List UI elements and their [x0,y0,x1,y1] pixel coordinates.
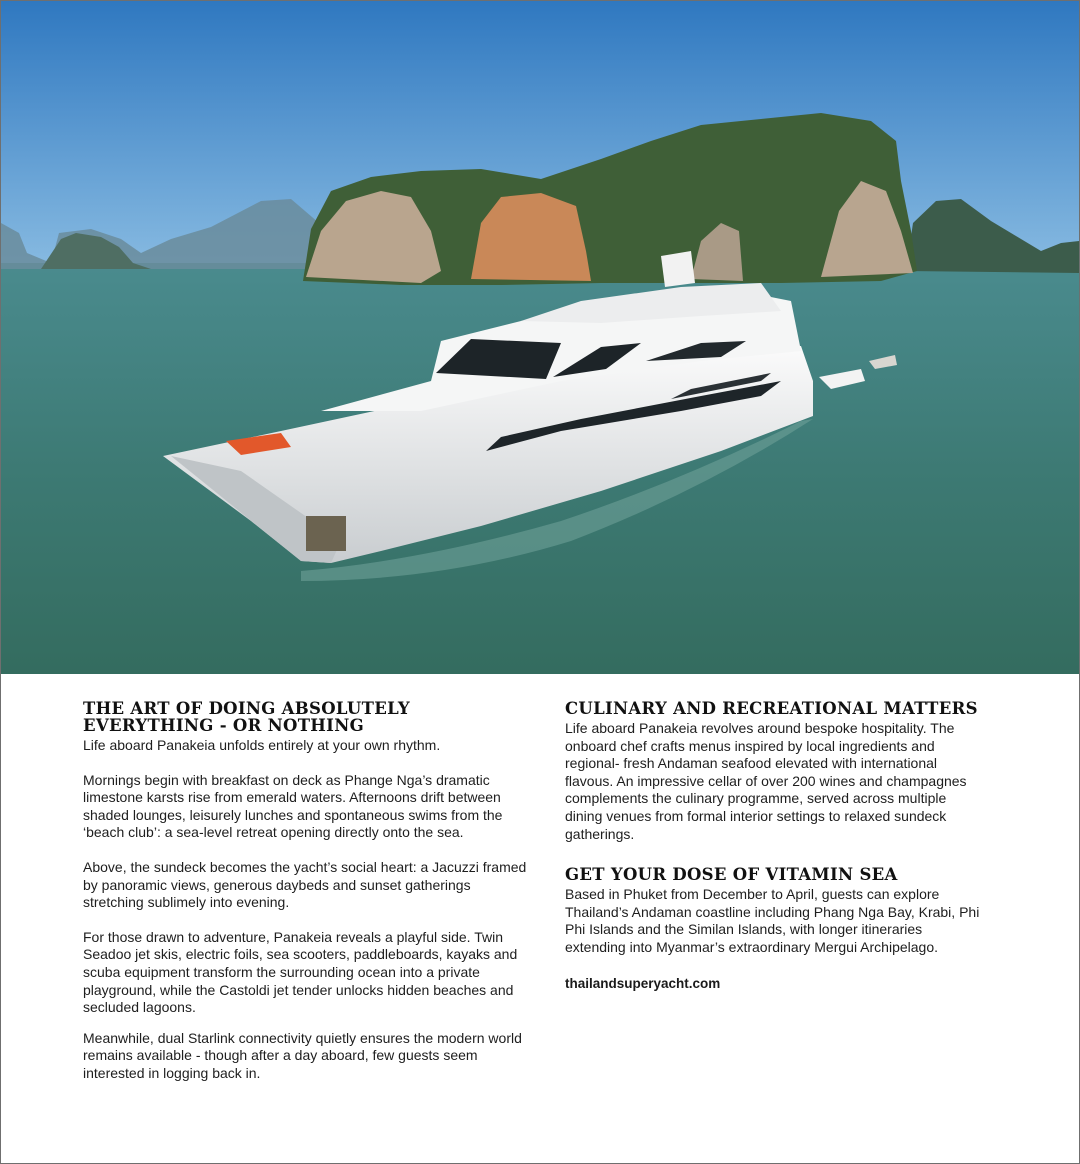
heading-art-of-doing: THE ART OF DOING ABSOLUTELY EVERYTHING - OR NOTHING [83,699,410,735]
paragraph: Life aboard Panakeia unfolds entirely at your own rhythm. [83,737,441,753]
paragraph: Meanwhile, dual Starlink connectivity quietly ensures the modern world remains available - though after a day aboard, few guests seem interested in logging back in. [83,1029,522,1081]
left-column [83,700,533,1083]
website-link[interactable]: thailandsuperyacht.com [565,975,721,991]
paragraph: Above, the sundeck becomes the yacht’s social heart: a Jacuzzi framed by panoramic views, generous daybeds and sunset gatherings stretching sublimely into evening. [83,858,527,911]
yacht-illustration [1,1,1079,674]
heading-culinary: CULINARY AND RECREATIONAL MATTERS [565,699,978,718]
paragraph: Life aboard Panakeia revolves around bespoke hospitality. The onboard chef crafts menus inspired by local ingredients and regional- fresh Andaman seafood elevated with international flavous. An impressive cellar of over 200 wines and champagnes complements the culinary programme, served across multiple dining venues from formal interior settings to relaxed sundeck gatherings. [565,720,967,842]
right-column [565,700,980,992]
hero-photo-yacht-panakeia [1,1,1079,674]
paragraph: Based in Phuket from December to April, guests can explore Thailand’s Andaman coastline including Phang Nga Bay, Krabi, Phi Phi Islands and the Similan Islands, with longer itineraries extending into Myanmar’s extraordinary Mergui Archipelago. [565,886,980,955]
paragraph: Mornings begin with breakfast on deck as Phange Nga’s dramatic limestone karsts rise from emerald waters. Afternoons drift between shaded lounges, leisurely lunches and spontaneous swims from the ‘beach club’: a sea-level retreat opening directly onto the sea. [83,771,503,841]
heading-vitamin-sea: GET YOUR DOSE OF VITAMIN SEA [565,865,898,885]
paragraph: For those drawn to adventure, Panakeia reveals a playful side. Twin Seadoo jet skis, electric foils, sea scooters, paddleboards, kayaks and scuba equipment transform the surrounding ocean into a private playground, while the Castoldi jet tender unlocks hidden beaches and secluded lagoons. [83,928,518,1016]
